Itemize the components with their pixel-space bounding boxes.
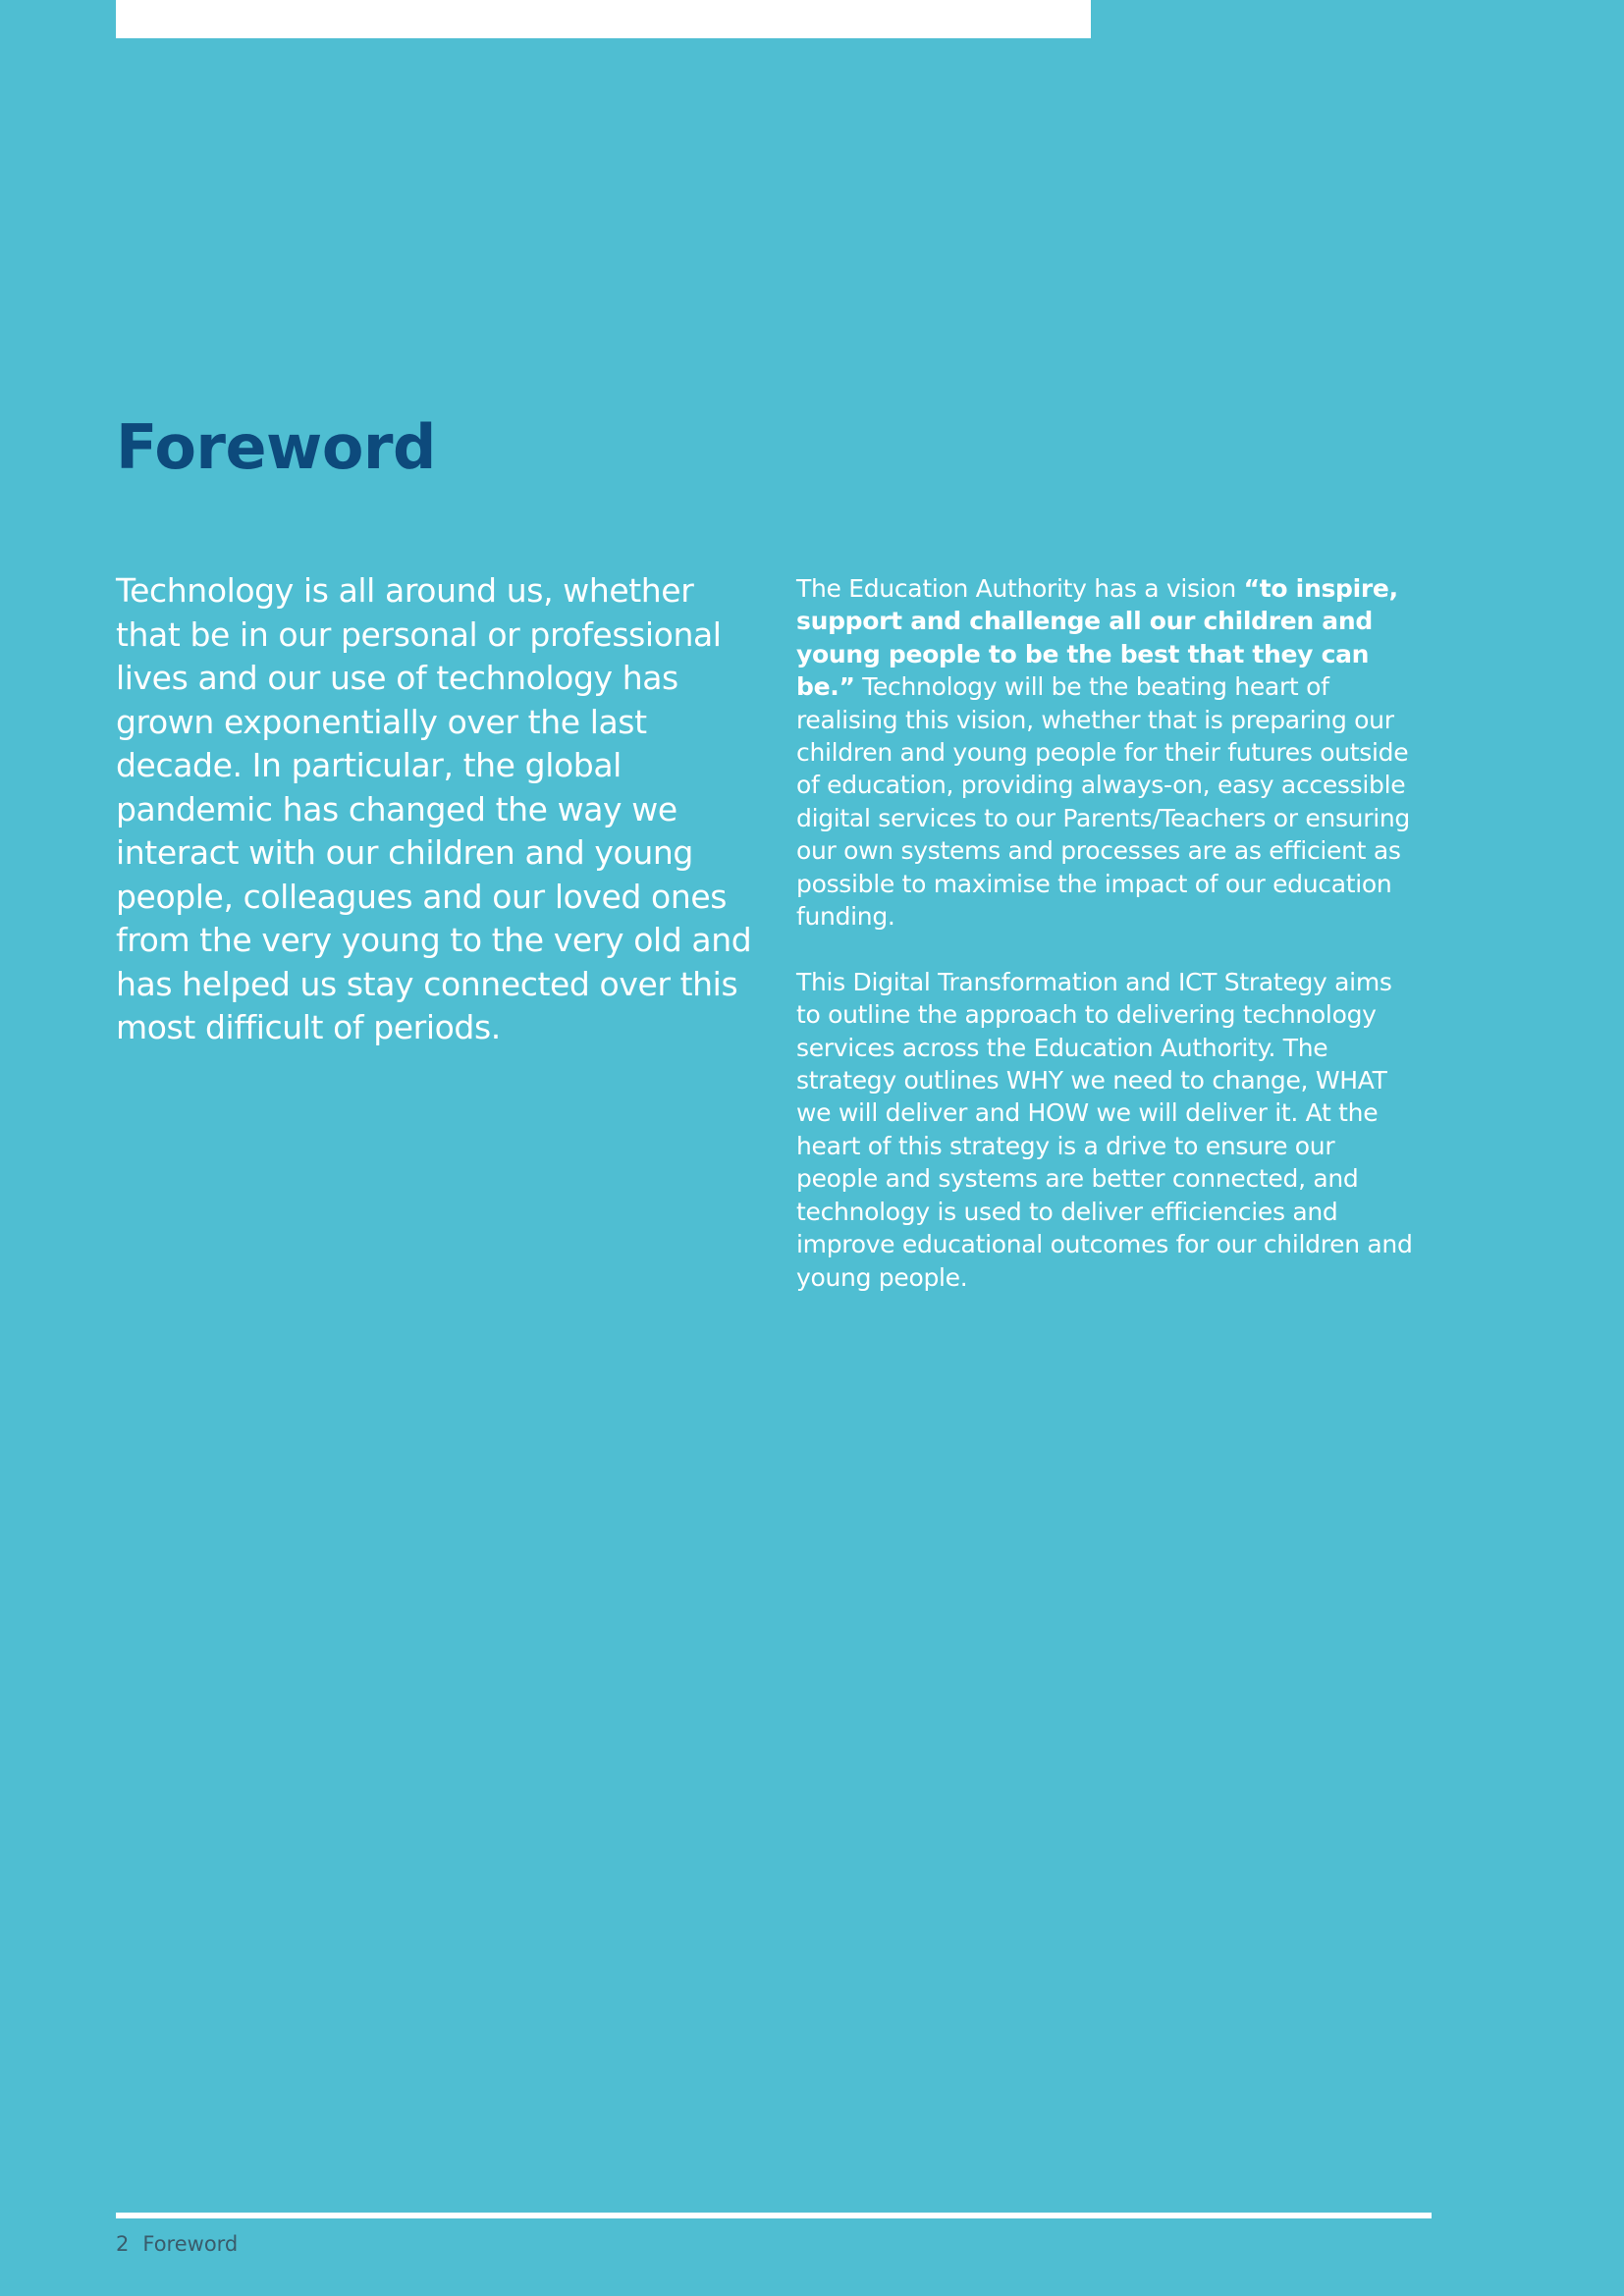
footer-section-label: Foreword	[142, 2232, 239, 2256]
strategy-paragraph: This Digital Transformation and ICT Strategy aims to outline the approach to delivering technology services across the Education Authority. The strategy outlines WHY we need to change, WHAT we will deliver and HOW we will deliver it. At the heart of this strategy is a drive to ensure our people and systems are better connected, and technology is used to deliver efficiencies and improve educational outcomes for our children and young people.	[796, 967, 1413, 1292]
body-column	[796, 572, 1420, 1326]
footer	[116, 2230, 238, 2258]
vision-paragraph	[796, 572, 1420, 933]
vision-quote: “to inspire, support and challenge all our children and young people to be the best that they can be.”	[796, 574, 1398, 702]
header-tab-bar	[116, 0, 1091, 38]
vision-lead-text: The Education Authority has a vision	[796, 574, 1244, 603]
intro-paragraph: Technology is all around us, whether that be in our personal or professional lives and our use of technology has grown exponentially over the last decade. In particular, the global pandemic has changed the way we interact with our children and young people, colleagues and our loved ones from the very young to the very old and has helped us stay connected over this most difficult of periods.	[116, 571, 752, 1046]
page-number: 2	[116, 2232, 130, 2256]
footer-divider	[116, 2213, 1432, 2218]
vision-rest-text: Technology will be the beating heart of realising this vision, whether that is preparing our children and young people for their futures outside of education, providing always-on, easy accessible digital services to our Parents/Teachers or ensuring our own systems and processes are as efficient as possible to maximise the impact of our education funding.	[796, 672, 1410, 932]
page-title: Foreword	[116, 411, 436, 483]
